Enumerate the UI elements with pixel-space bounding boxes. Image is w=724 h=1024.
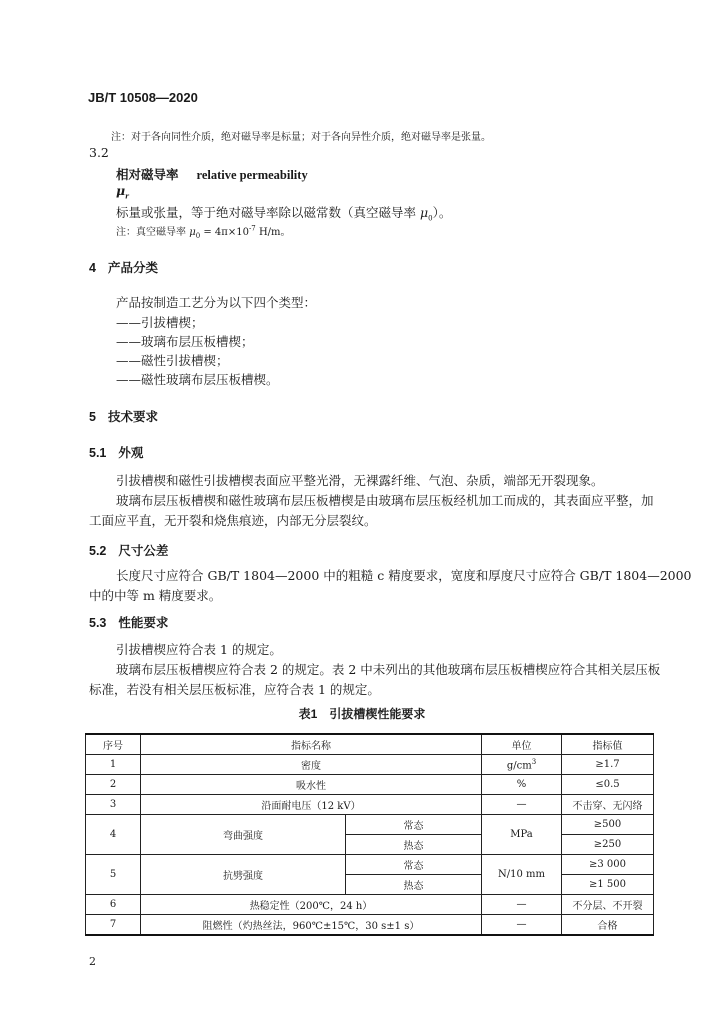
page-number: 2: [89, 955, 96, 968]
cell-no: 7: [86, 915, 141, 936]
cell-value: ≥3 000: [562, 855, 654, 875]
note-text: 注：真空磁导率: [116, 227, 190, 238]
note-symbol-subscript: 0: [195, 232, 201, 240]
cell-name: 热稳定性（200℃，24 h）: [141, 895, 482, 915]
cell-value: 合格: [562, 915, 654, 936]
cell-condition: 常态: [346, 855, 482, 875]
note-symbol: μ: [189, 227, 196, 238]
definition-text: 标量或张量，等于绝对磁导率除以磁常数（真空磁导率: [116, 205, 420, 220]
cell-name: 抗劈强度: [141, 855, 346, 895]
cell-condition: 热态: [346, 875, 482, 895]
note-exponent: -7: [248, 224, 256, 233]
cell-value: ≥1.7: [562, 755, 654, 775]
symbol-base: μ: [116, 183, 126, 198]
definition-symbol: μ: [419, 205, 429, 220]
paragraph: 引拔槽楔和磁性引拔槽楔表面应平整光滑，无裸露纤维、气泡、杂质，端部无开裂现象。: [116, 473, 604, 488]
cell-unit: —: [482, 795, 562, 815]
list-item: ——玻璃布层压板槽楔；: [116, 334, 254, 349]
term-definition: [116, 203, 451, 223]
cell-no: 3: [86, 795, 141, 815]
cell-name: 阻燃性（灼热丝法，960℃±15℃，30 s±1 s）: [141, 915, 482, 936]
term-heading: [116, 165, 308, 183]
header-indicator: 指标名称: [141, 734, 482, 755]
cell-no: 4: [86, 815, 141, 855]
header-value: 指标值: [562, 734, 654, 755]
list-item: ——磁性玻璃布层压板槽楔。: [116, 372, 279, 387]
definition-text-end: ）。: [432, 205, 452, 220]
section-5-3-heading: [89, 613, 168, 631]
cell-condition: 常态: [346, 815, 482, 835]
note-absolute-permeability: 注：对于各向同性介质，绝对磁导率是标量；对于各向异性介质，绝对磁导率是张量。: [111, 132, 491, 143]
paragraph: 引拔槽楔应符合表 1 的规定。: [116, 642, 282, 657]
list-item: ——引拔槽楔；: [116, 315, 204, 330]
table-row: [86, 775, 654, 795]
standard-number-header: JB/T 10508—2020: [88, 90, 198, 105]
note-vacuum-permeability: [116, 223, 291, 240]
cell-name: 弯曲强度: [141, 815, 346, 855]
term-chinese: 相对磁导率: [116, 167, 179, 182]
paragraph: 长度尺寸应符合 GB/T 1804—2000 中的粗糙 c 精度要求，宽度和厚度尺寸应符合 GB/T 1804—2000: [116, 568, 692, 583]
section-5-1-heading: [89, 443, 143, 461]
cell-value: 不分层、不开裂: [562, 895, 654, 915]
paragraph-continuation: 中的中等 m 精度要求。: [89, 588, 222, 603]
cell-condition: 热态: [346, 835, 482, 855]
cell-no: 5: [86, 855, 141, 895]
symbol-subscript: r: [125, 191, 129, 201]
term-english: relative permeability: [196, 168, 308, 182]
cell-value: ≤0.5: [562, 775, 654, 795]
cell-name: 沿面耐电压（12 kV）: [141, 795, 482, 815]
list-item: ——磁性引拔槽楔；: [116, 353, 229, 368]
clause-number-3-2: 3.2: [89, 145, 109, 160]
table-row: [86, 915, 654, 936]
table-caption: 表1 引拔槽楔性能要求: [298, 707, 426, 721]
section-4-heading: [89, 258, 158, 276]
section-4-intro: 产品按制造工艺分为以下四个类型：: [116, 295, 317, 310]
cell-name: 密度: [141, 755, 482, 775]
section-title: 产品分类: [107, 261, 158, 275]
cell-value: 不击穿、无闪络: [562, 795, 654, 815]
cell-unit: %: [482, 775, 562, 795]
table-row: [86, 795, 654, 815]
section-number: 5: [89, 410, 96, 424]
cell-no: 2: [86, 775, 141, 795]
table-header-row: [86, 734, 654, 755]
table-row: [86, 755, 654, 775]
cell-no: 1: [86, 755, 141, 775]
section-number: 5.2: [89, 544, 107, 558]
header-unit: 单位: [482, 734, 562, 755]
section-number: 4: [89, 261, 96, 275]
cell-unit: MPa: [482, 815, 562, 855]
section-number: 5.1: [89, 446, 107, 460]
cell-unit: N/10 mm: [482, 855, 562, 895]
section-number: 5.3: [89, 616, 107, 630]
section-title: 外观: [118, 446, 144, 460]
cell-value: ≥1 500: [562, 875, 654, 895]
paragraph: 玻璃布层压板槽楔应符合表 2 的规定。表 2 中未列出的其他玻璃布层压板槽楔应符合其相关层压板: [116, 662, 661, 677]
section-5-2-heading: [89, 541, 168, 559]
term-symbol: [116, 183, 129, 201]
cell-unit: —: [482, 895, 562, 915]
table-row: [86, 895, 654, 915]
cell-value: ≥500: [562, 815, 654, 835]
unit-text: g/cm: [506, 760, 532, 772]
cell-no: 6: [86, 895, 141, 915]
paragraph: 玻璃布层压板槽楔和磁性玻璃布层压板槽楔是由玻璃布层压板经机加工而成的，其表面应平整，加: [116, 493, 654, 508]
header-no: 序号: [86, 734, 141, 755]
cell-name: 吸水性: [141, 775, 482, 795]
paragraph-continuation: 工面应平直，无开裂和烧焦痕迹，内部无分层裂纹。: [89, 513, 377, 528]
cell-value: ≥250: [562, 835, 654, 855]
section-title: 尺寸公差: [118, 544, 169, 558]
note-formula: = 4π×10: [200, 227, 249, 238]
performance-table: [85, 733, 654, 936]
unit-superscript: 3: [531, 757, 537, 766]
section-5-heading: [89, 407, 158, 425]
section-title: 性能要求: [118, 616, 169, 630]
section-title: 技术要求: [107, 410, 158, 424]
note-unit: H/m。: [255, 227, 291, 238]
table-row: [86, 815, 654, 835]
definition-symbol-subscript: 0: [428, 214, 433, 223]
table-row: [86, 855, 654, 875]
cell-unit: [482, 755, 562, 775]
paragraph-continuation: 标准，若没有相关层压板标准，应符合表 1 的规定。: [89, 682, 380, 697]
cell-unit: —: [482, 915, 562, 936]
